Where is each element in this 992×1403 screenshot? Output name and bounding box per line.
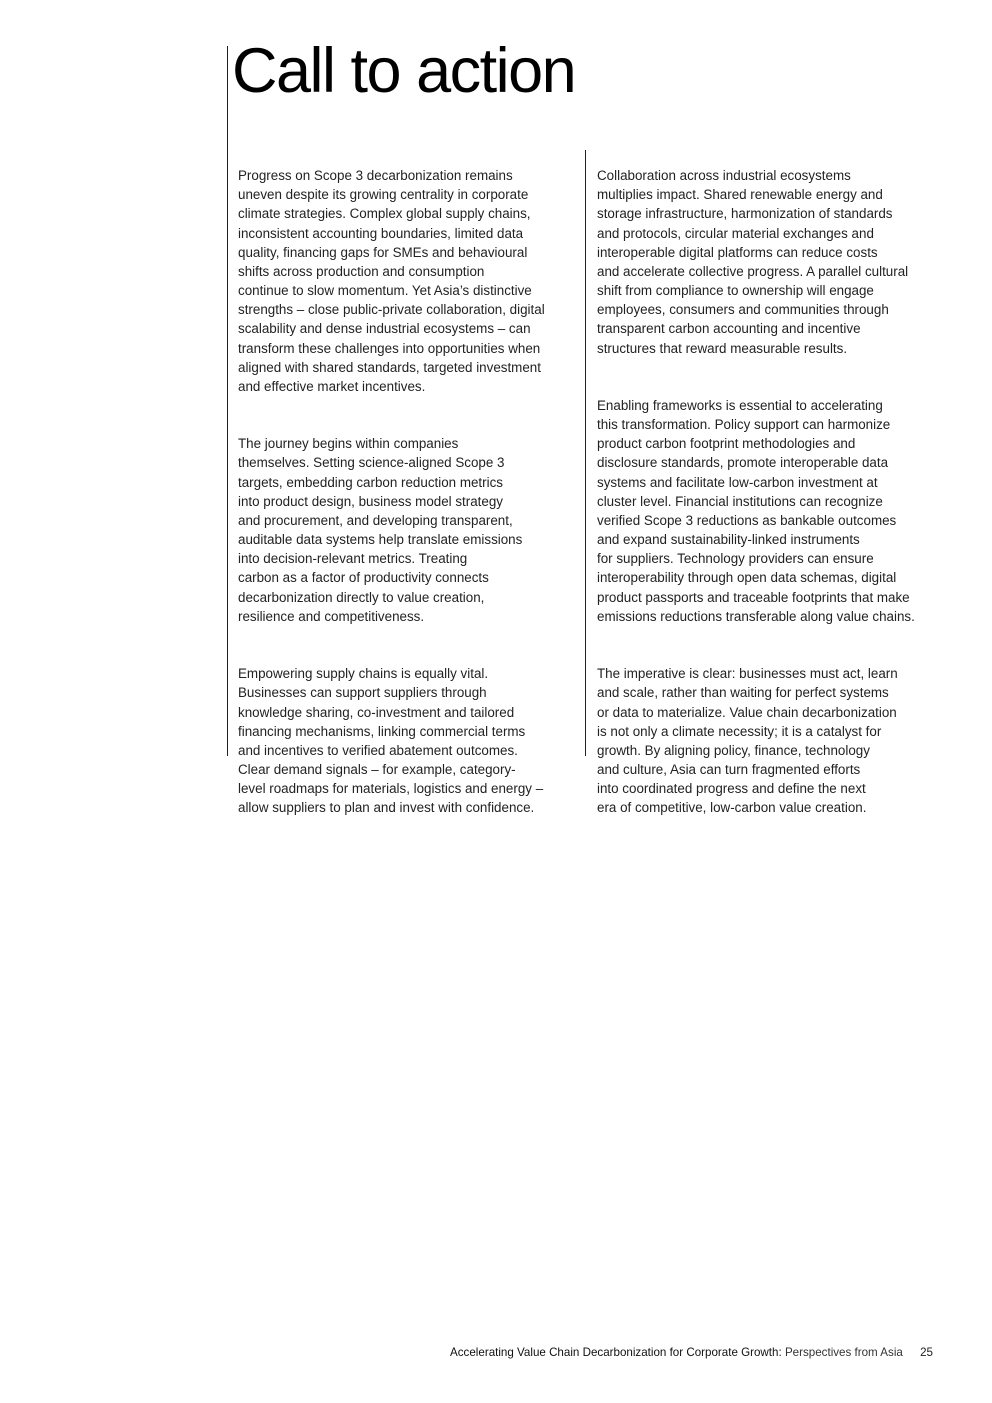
paragraph-journey: The journey begins within companies themselves. Setting science-aligned Scope 3 targets, embedding carbon reduction metrics into product design, business model strategy and procurement, and developing transparent, auditable data systems help translate emissions into decision-relevant metrics. Treating carbon as a factor of productivity connects decarbonization directly to value creation, resilience and competitiveness.: [238, 436, 523, 624]
title-vertical-rule: [227, 46, 228, 756]
paragraph-progress: Progress on Scope 3 decarbonization remains uneven despite its growing centrality in corporate climate strategies. Complex global supply chains, inconsistent accounting boundaries, limited data quality, financing gaps for SMEs and behavioural shifts across production and consumption continue to slow momentum. Yet Asia’s distinctive strengths – close public-private collaboration, digital scalability and dense industrial ecosystems – can transform these challenges into opportunities when aligned with shared standards, targeted investment and effective market incentives.: [238, 168, 545, 394]
footer-report-title: Accelerating Value Chain Decarbonization for Corporate Growth:: [450, 1346, 782, 1359]
page-footer: [450, 1346, 933, 1359]
paragraph-collaboration: Collaboration across industrial ecosystems multiplies impact. Shared renewable energy and storage infrastructure, harmonization of standards and protocols, circular material exchanges and interoperable digital platforms can reduce costs and accelerate collective progress. A parallel cultural shift from compliance to ownership will engage employees, consumers and communities through transparent carbon accounting and incentive structures that reward measurable results.: [597, 168, 909, 356]
page-title: Call to action: [232, 36, 576, 106]
right-column: [597, 147, 942, 856]
column-divider-rule: [585, 150, 586, 756]
paragraph-supply-chains: Empowering supply chains is equally vital. Businesses can support suppliers through knowledge sharing, co-investment and tailored financing mechanisms, linking commercial terms and incentives to verified abatement outcomes. Clear demand signals – for example, category- level roadmaps for materials, logistics and energy – allow suppliers to plan and invest with confidence.: [238, 666, 544, 816]
paragraph-enabling-frameworks: Enabling frameworks is essential to accelerating this transformation. Policy support can harmonize product carbon footprint methodologies and disclosure standards, promote interoperable data systems and facilitate low-carbon investment at cluster level. Financial institutions can recognize verified Scope 3 reductions as bankable outcomes and expand sustainability-linked instruments for suppliers. Technology providers can ensure interoperability through open data schemas, digital product passports and traceable footprints that make emissions reductions transferable along value chains.: [597, 398, 915, 624]
paragraph-imperative: The imperative is clear: businesses must act, learn and scale, rather than waiting for perfect systems or data to materialize. Value chain decarbonization is not only a climate necessity; it is a catalyst for growth. By aligning policy, finance, technology and culture, Asia can turn fragmented efforts into coordinated progress and define the next era of competitive, low-carbon value creation.: [597, 666, 898, 816]
page-number: 25: [920, 1346, 933, 1359]
footer-report-subtitle: Perspectives from Asia: [784, 1346, 903, 1359]
left-column: [238, 147, 580, 856]
